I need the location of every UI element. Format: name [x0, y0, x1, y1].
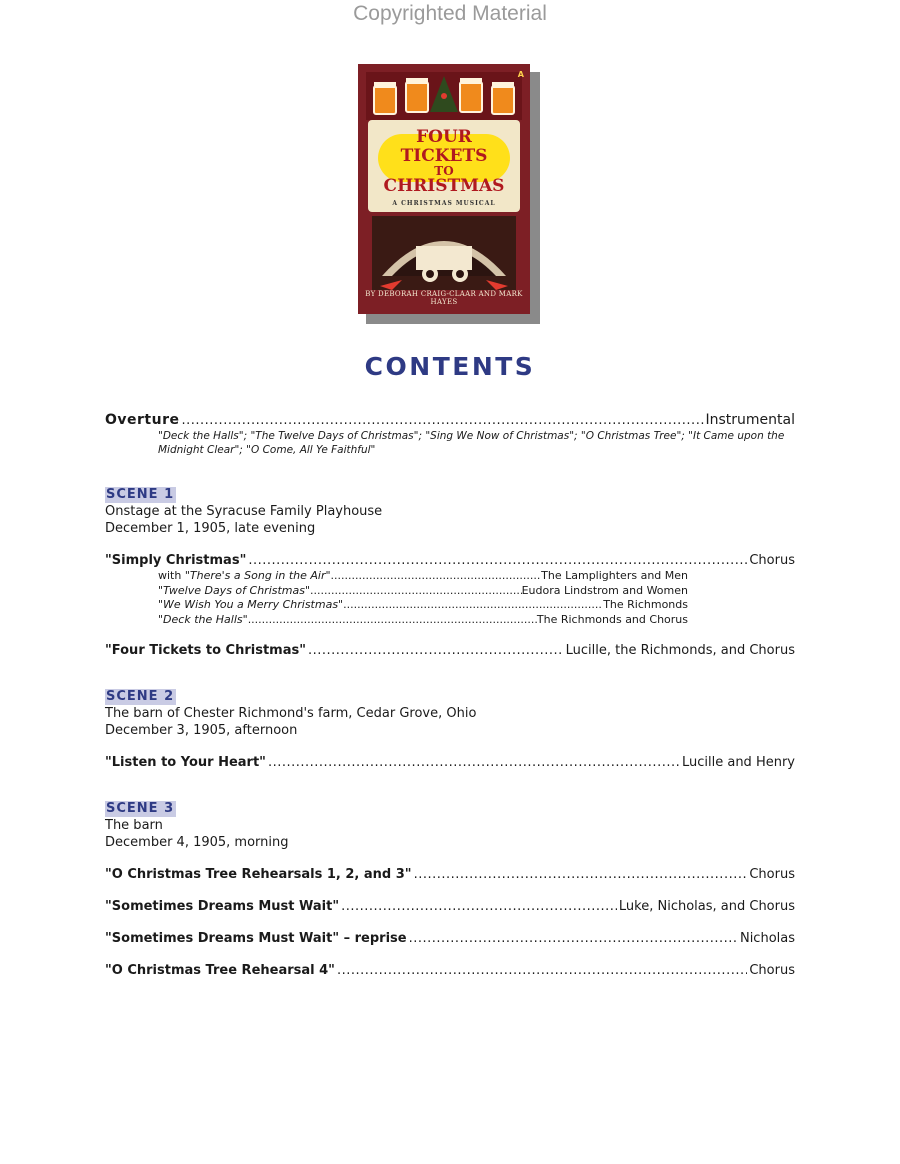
- medley-item-performer: Eudora Lindstrom and Women: [521, 583, 688, 597]
- medley-item-performer: The Lamplighters and Men: [541, 569, 688, 582]
- song-title: "Listen to Your Heart": [105, 755, 266, 770]
- song-performer: Chorus: [749, 553, 795, 568]
- dot-leader: [248, 552, 747, 569]
- song-performer: Chorus: [749, 867, 795, 882]
- overture-medley-note: "Deck the Halls"; "The Twelve Days of Christmas"; "Sing We Now of Christmas"; "O Christmas Tree"; "It Came upon the Midnight Clear"; "O Come, All Ye Faithful": [158, 430, 785, 456]
- publisher-mark: A: [517, 70, 524, 79]
- dot-leader: [343, 598, 603, 613]
- song-entry: [105, 962, 795, 979]
- cover-title-banner: [368, 120, 520, 212]
- dot-leader: [182, 412, 704, 429]
- song-performer: Lucille and Henry: [681, 755, 795, 770]
- cover-title-line-3: TO: [434, 164, 454, 178]
- song-entry: [105, 552, 795, 569]
- scene-2-setting: The barn of Chester Richmond's farm, Cedar Grove, Ohio: [105, 706, 477, 721]
- song-entry: [105, 898, 795, 915]
- simply-christmas-medley: [158, 569, 688, 627]
- train-illustration: [372, 216, 516, 290]
- cover-title-line-1: FOUR: [416, 127, 472, 147]
- medley-item-performer: The Richmonds: [603, 598, 688, 611]
- medley-item: [158, 584, 688, 599]
- song-performer: Luke, Nicholas, and Chorus: [618, 899, 795, 914]
- medley-item: [158, 569, 688, 584]
- medley-item: [158, 598, 688, 613]
- song-performer: Lucille, the Richmonds, and Chorus: [565, 643, 795, 658]
- medley-item-title: "We Wish You a Merry Christmas": [158, 598, 344, 611]
- scene-1-time: December 1, 1905, late evening: [105, 521, 316, 536]
- song-title: "Sometimes Dreams Must Wait": [105, 899, 340, 914]
- dot-leader: [331, 569, 542, 584]
- medley-item: [158, 613, 688, 628]
- medley-item-title: "Deck the Halls": [158, 612, 248, 626]
- song-performer: Nicholas: [739, 931, 795, 946]
- scene-3-setting: The barn: [105, 818, 163, 833]
- song-entry: [105, 930, 795, 947]
- overture-performer: Instrumental: [705, 412, 795, 428]
- overture-entry: [105, 412, 795, 429]
- song-title: "Four Tickets to Christmas": [105, 643, 306, 658]
- dot-leader: [268, 754, 680, 771]
- copyright-watermark: Copyrighted Material: [353, 2, 547, 25]
- contents-list: [105, 412, 795, 979]
- song-title: "Simply Christmas": [105, 553, 247, 568]
- song-performer: Chorus: [749, 963, 795, 978]
- scene-1-setting: Onstage at the Syracuse Family Playhouse: [105, 504, 383, 519]
- dot-leader: [308, 642, 564, 659]
- cover-byline: BY DEBORAH CRAIG-CLAAR AND MARK HAYES: [365, 290, 523, 306]
- medley-item-performer: The Richmonds and Chorus: [536, 612, 688, 626]
- scene-2-label: SCENE 2: [106, 689, 175, 704]
- dot-leader: [337, 962, 747, 979]
- medley-item-title: "There's a Song in the Air": [184, 569, 331, 582]
- book-cover: [358, 64, 530, 314]
- scene-3-label: SCENE 3: [106, 801, 175, 816]
- overture-title: Overture: [105, 412, 180, 428]
- song-title: "O Christmas Tree Rehearsals 1, 2, and 3": [105, 867, 412, 882]
- cover-title-line-2: TICKETS: [400, 146, 488, 166]
- with-prefix: with: [158, 569, 182, 582]
- song-entry: [105, 754, 795, 771]
- scene-3-time: December 4, 1905, morning: [105, 835, 289, 850]
- scene-2-time: December 3, 1905, afternoon: [105, 723, 298, 738]
- song-entry: [105, 642, 795, 659]
- song-title: "O Christmas Tree Rehearsal 4": [105, 963, 335, 978]
- song-title: "Sometimes Dreams Must Wait" – reprise: [105, 931, 407, 946]
- mugs-illustration: [366, 72, 522, 120]
- cover-title-line-4: CHRISTMAS: [383, 176, 505, 196]
- dot-leader: [409, 930, 738, 947]
- cover-subtitle: A CHRISTMAS MUSICAL: [392, 200, 496, 207]
- dot-leader: [414, 866, 748, 883]
- scene-1-label: SCENE 1: [106, 487, 175, 502]
- dot-leader: [341, 898, 617, 915]
- song-entry: [105, 866, 795, 883]
- medley-item-title: "Twelve Days of Christmas": [158, 583, 311, 597]
- page-title: CONTENTS: [364, 352, 536, 381]
- dot-leader: [310, 584, 522, 599]
- dot-leader: [248, 613, 537, 628]
